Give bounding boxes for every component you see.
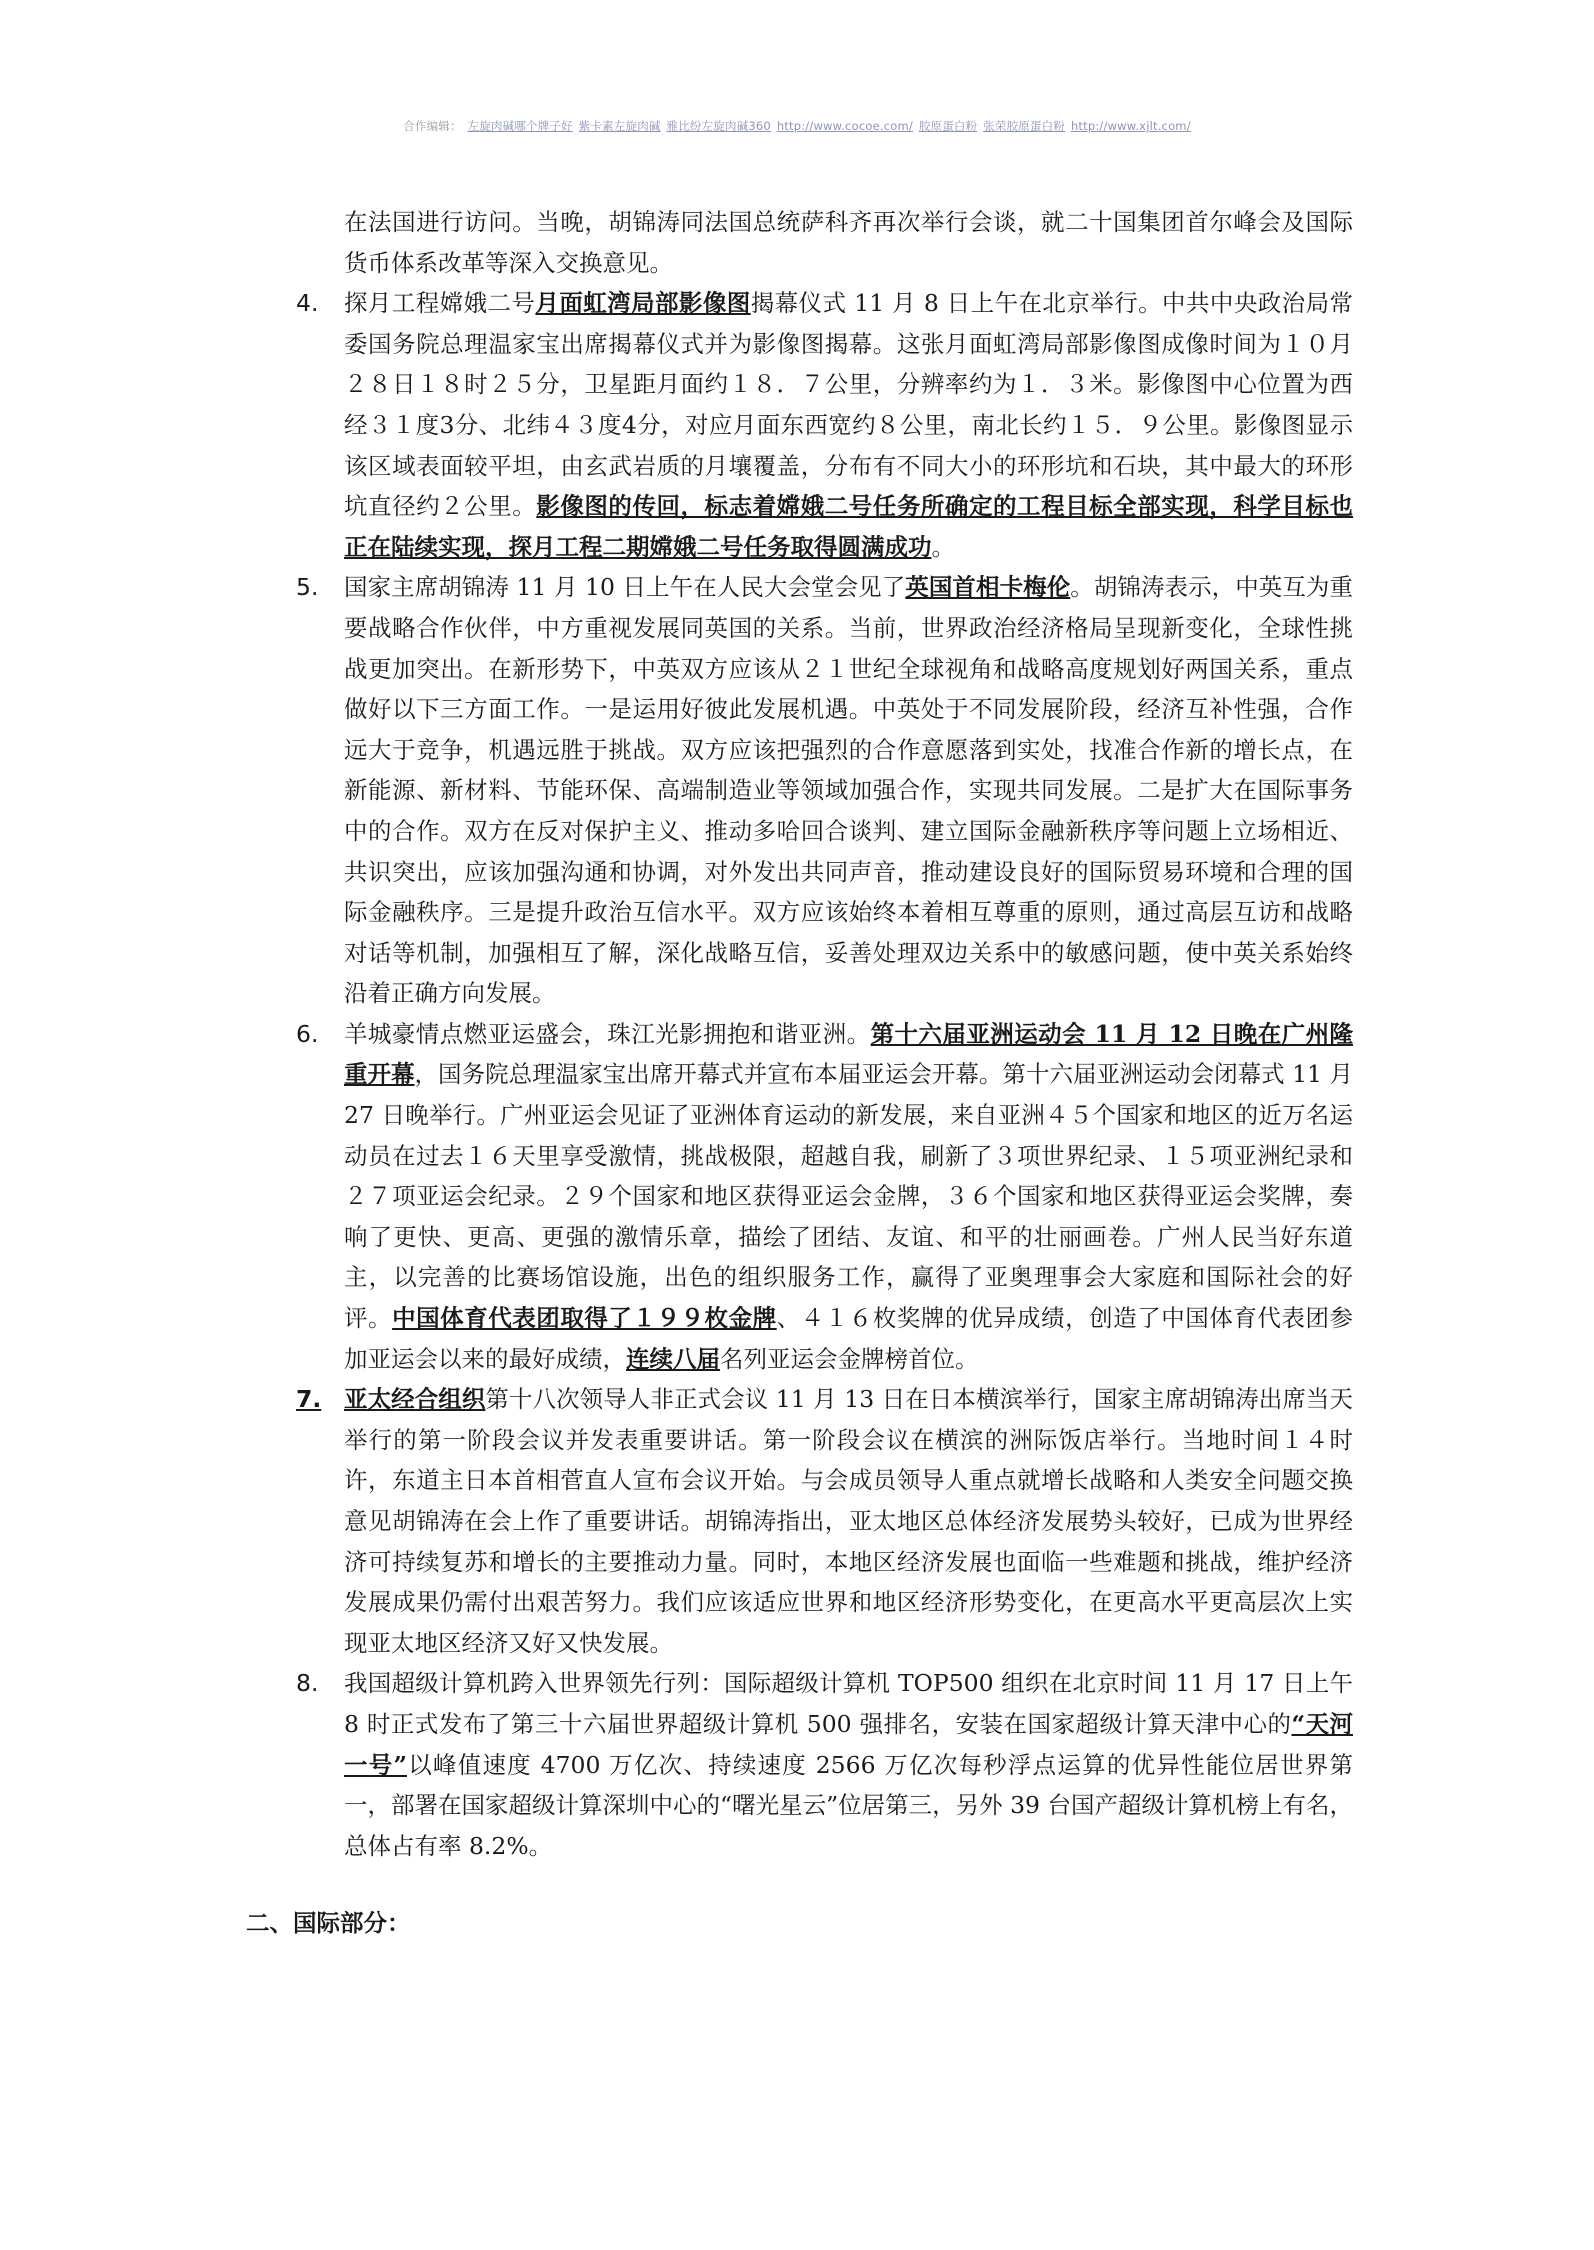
news-item xyxy=(288,567,1353,1014)
item-text: 以峰值速度 4700 万亿次、持续速度 2566 万亿次每秒浮点运算的优异性能位居世界第一，部署在国家超级计算深圳中心的“曙光星云”位居第三，另外 39 台国产超级计算机榜上有名，总体占有率 8.2%。 xyxy=(344,1750,1353,1860)
highlighted-text: “天河一号” xyxy=(344,1709,1353,1779)
highlighted-text: 第十六届亚洲运动会 11 月 12 日晚在广州隆重开幕 xyxy=(344,1019,1354,1089)
item-text: 。胡锦涛表示，中英互为重要战略合作伙伴，中方重视发展同英国的关系。当前，世界政治经济格局呈现新变化，全球性挑战更加突出。在新形势下，中英双方应该从２１世纪全球视角和战略高度规划好两国关系，重点做好以下三方面工作。一是运用好彼此发展机遇。中英处于不同发展阶段，经济互补性强，合作远大于竞争，机遇远胜于挑战。双方应该把强烈的合作意愿落到实处，找准合作新的增长点，在新能源、新材料、节能环保、高端制造业等领域加强合作，实现共同发展。二是扩大在国际事务中的合作。双方在反对保护主义、推动多哈回合谈判、建立国际金融新秩序等问题上立场相近、共识突出，应该加强沟通和协调，对外发出共同声音，推动建设良好的国际贸易环境和合理的国际金融秩序。三是提升政治互信水平。双方应该始终本着相互尊重的原则，通过高层互访和战略对话等机制，加强相互了解，深化战略互信，妥善处理双边关系中的敏感问题，使中英关系始终沿着正确方向发展。 xyxy=(344,573,1354,1008)
header-link[interactable]: 紫卡素左旋肉碱 xyxy=(578,119,661,133)
intro-paragraph: 在法国进行访问。当晚，胡锦涛同法国总统萨科齐再次举行会谈，就二十国集团首尔峰会及国际货币体系改革等深入交换意见。 xyxy=(344,208,1353,277)
highlighted-text: 连续八届 xyxy=(626,1344,720,1373)
highlighted-text: 月面虹湾局部影像图 xyxy=(535,289,751,318)
news-list xyxy=(288,283,1353,1866)
news-item xyxy=(288,1379,1353,1663)
item-number: 7. xyxy=(296,1385,322,1414)
item-text: 揭幕仪式 11 月 8 日上午在北京举行。中共中央政治局常委国务院总理温家宝出席揭幕仪式并为影像图揭幕。这张月面虹湾局部影像图成像时间为１０月２８日１８时２５分，卫星距月面约１８．７公里，分辨率约为１．３米。影像图中心位置为西经３１度3分、北纬４３度4分，对应月面东西宽约８公里，南北长约１５．９公里。影像图显示该区域表面较平坦，由玄武岩质的月壤覆盖，分布有不同大小的环形坑和石块，其中最大的环形坑直径约２公里。 xyxy=(344,289,1354,521)
header-link[interactable]: 胶原蛋白粉 xyxy=(918,119,978,133)
document-body xyxy=(288,202,1353,1866)
highlighted-text: 英国首相卡梅伦 xyxy=(905,573,1071,602)
highlighted-text: 中国体育代表团取得了１９９枚金牌 xyxy=(392,1304,777,1333)
item-text: 、４１６枚奖牌的优异成绩，创造了中国体育代表团参加亚运会以来的最好成绩， xyxy=(344,1304,1354,1373)
item-text: ，国务院总理温家宝出席开幕式并宣布本届亚运会开幕。第十六届亚洲运动会闭幕式 11 月 27 日晚举行。广州亚运会见证了亚洲体育运动的新发展，来自亚洲４５个国家和地区的近万名运动员在过去１６天里享受激情，挑战极限，超越自我，刷新了３项世界纪录、１５项亚洲纪录和２７项亚运会纪录。２９个国家和地区获得亚运会金牌，３６个国家和地区获得亚运会奖牌，奏响了更快、更高、更强的激情乐章，描绘了团结、友谊、和平的壮丽画卷。广州人民当好东道主，以完善的比赛场馆设施，出色的组织服务工作，赢得了亚奥理事会大家庭和国际社会的好评。 xyxy=(344,1060,1353,1333)
item-number: 5. xyxy=(296,573,319,602)
section-heading: 二、国际部分： xyxy=(246,1909,411,1937)
item-text: 第十八次领导人非正式会议 11 月 13 日在日本横滨举行，国家主席胡锦涛出席当天举行的第一阶段会议并发表重要讲话。第一阶段会议在横滨的洲际饭店举行。当地时间１４时许，东道主日本首相菅直人宣布会议开始。与会成员领导人重点就增长战略和人类安全问题交换意见胡锦涛在会上作了重要讲话。胡锦涛指出，亚太地区总体经济发展势头较好，已成为世界经济可持续复苏和增长的主要推动力量。同时，本地区经济发展也面临一些难题和挑战，维护经济发展成果仍需付出艰苦努力。我们应该适应世界和地区经济形势变化，在更高水平更高层次上实现亚太地区经济又好又快发展。 xyxy=(344,1385,1354,1657)
page-header xyxy=(0,118,1594,134)
header-link[interactable]: 张荣胶原蛋白粉 xyxy=(983,119,1066,133)
item-text: 国家主席胡锦涛 11 月 10 日上午在人民大会堂会见了 xyxy=(344,573,906,602)
header-link[interactable]: 左旋肉碱哪个牌子好 xyxy=(467,119,573,133)
header-link[interactable]: 雅比纷左旋肉碱360 xyxy=(666,119,771,133)
item-text: 。 xyxy=(931,532,955,561)
item-number: 6. xyxy=(296,1019,319,1048)
item-number: 8. xyxy=(296,1669,319,1698)
header-prefix: 合作编辑： xyxy=(403,119,462,133)
item-text: 羊城豪情点燃亚运盛会，珠江光影拥抱和谐亚洲。 xyxy=(344,1019,871,1048)
item-number: 4. xyxy=(296,289,319,318)
news-item xyxy=(288,283,1353,567)
item-text: 我国超级计算机跨入世界领先行列：国际超级计算机 TOP500 组织在北京时间 11 月 17 日上午 8 时正式发布了第三十六届世界超级计算机 500 强排名，安装在国家超级计算天津中心的 xyxy=(344,1669,1353,1738)
item-text: 探月工程嫦娥二号 xyxy=(344,289,536,318)
header-link[interactable]: http://www.xjlt.com/ xyxy=(1070,119,1191,133)
header-link[interactable]: http://www.cocoe.com/ xyxy=(776,119,913,133)
highlighted-text: 影像图的传回，标志着嫦娥二号任务所确定的工程目标全部实现，科学目标也正在陆续实现，探月工程二期嫦娥二号任务取得圆满成功 xyxy=(344,492,1354,561)
news-item xyxy=(288,1663,1353,1866)
news-item xyxy=(288,1014,1353,1379)
highlighted-text: 亚太经合组织 xyxy=(344,1385,486,1414)
item-text: 名列亚运会金牌榜首位。 xyxy=(720,1344,979,1373)
